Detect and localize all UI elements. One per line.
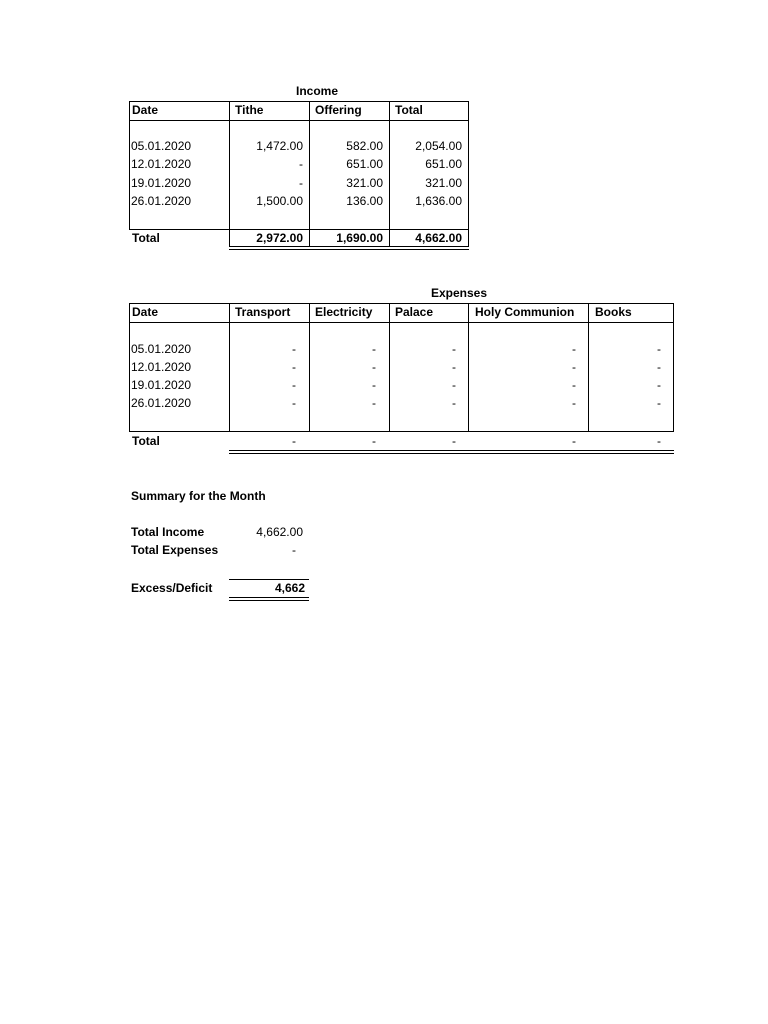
income-col-divider-3 <box>389 101 390 247</box>
income-border-right <box>468 101 469 247</box>
income-header-date: Date <box>132 103 159 117</box>
expenses-body-bottom <box>129 431 674 432</box>
expenses-col-divider-3 <box>389 303 390 432</box>
income-col-divider-2 <box>309 101 310 247</box>
expenses-total-underline-1 <box>229 450 674 451</box>
income-offering-cell: 651.00 <box>346 157 383 171</box>
income-tithe-cell: 1,500.00 <box>256 194 303 208</box>
expenses-electricity-cell: - <box>372 342 376 356</box>
expenses-holy-communion-cell: - <box>572 396 576 410</box>
income-total-underline-1 <box>229 246 469 247</box>
expenses-header-date: Date <box>132 305 159 319</box>
expenses-header-books: Books <box>595 305 632 319</box>
income-header-divider <box>129 120 469 121</box>
total-expenses-label: Total Expenses <box>131 543 219 557</box>
expenses-total-transport: - <box>292 434 296 448</box>
expenses-palace-cell: - <box>452 378 456 392</box>
expenses-date-cell: 05.01.2020 <box>131 342 192 356</box>
income-body-bottom <box>129 229 469 230</box>
income-offering-cell: 582.00 <box>346 139 383 153</box>
expenses-holy-communion-cell: - <box>572 342 576 356</box>
expenses-total-holy-communion: - <box>572 434 576 448</box>
excess-deficit-value: 4,662 <box>274 581 305 595</box>
expenses-transport-cell: - <box>292 342 296 356</box>
expenses-date-cell: 26.01.2020 <box>131 396 192 410</box>
income-date-cell: 19.01.2020 <box>131 176 192 190</box>
income-tithe-cell: 1,472.00 <box>256 139 303 153</box>
income-total-offering: 1,690.00 <box>336 231 383 245</box>
income-total-cell: 2,054.00 <box>415 139 462 153</box>
expenses-col-divider-5 <box>588 303 589 432</box>
income-tithe-cell: - <box>299 157 303 171</box>
income-border-top <box>129 101 469 102</box>
expenses-header-electricity: Electricity <box>315 305 373 319</box>
income-date-cell: 26.01.2020 <box>131 194 192 208</box>
income-total-tithe: 2,972.00 <box>256 231 303 245</box>
expenses-electricity-cell: - <box>372 360 376 374</box>
expenses-electricity-cell: - <box>372 378 376 392</box>
income-total-underline-2 <box>229 249 469 250</box>
total-income-label: Total Income <box>131 525 205 539</box>
expenses-transport-cell: - <box>292 396 296 410</box>
income-total-total: 4,662.00 <box>415 231 462 245</box>
expenses-title: Expenses <box>430 286 488 300</box>
income-header-total: Total <box>395 103 423 117</box>
expenses-books-cell: - <box>657 342 661 356</box>
expenses-palace-cell: - <box>452 360 456 374</box>
expenses-header-palace: Palace <box>395 305 434 319</box>
expenses-date-cell: 19.01.2020 <box>131 378 192 392</box>
expenses-holy-communion-cell: - <box>572 378 576 392</box>
expenses-electricity-cell: - <box>372 396 376 410</box>
expenses-total-electricity: - <box>372 434 376 448</box>
income-date-cell: 05.01.2020 <box>131 139 192 153</box>
expenses-col-divider-2 <box>309 303 310 432</box>
excess-underline-2 <box>229 600 309 601</box>
expenses-border-top <box>129 303 674 304</box>
expenses-total-underline-2 <box>229 453 674 454</box>
summary-title: Summary for the Month <box>131 489 266 503</box>
income-date-cell: 12.01.2020 <box>131 157 192 171</box>
income-total-cell: 1,636.00 <box>415 194 462 208</box>
expenses-books-cell: - <box>657 396 661 410</box>
income-header-offering: Offering <box>315 103 362 117</box>
expenses-border-left <box>129 303 130 432</box>
total-income-value: 4,662.00 <box>256 525 303 539</box>
expenses-palace-cell: - <box>452 342 456 356</box>
expenses-transport-cell: - <box>292 360 296 374</box>
expenses-transport-cell: - <box>292 378 296 392</box>
expenses-col-divider-4 <box>468 303 469 432</box>
expenses-col-divider-1 <box>229 303 230 432</box>
expenses-palace-cell: - <box>452 396 456 410</box>
income-total-cell: 651.00 <box>425 157 462 171</box>
expenses-holy-communion-cell: - <box>572 360 576 374</box>
expenses-total-books: - <box>657 434 661 448</box>
income-border-left <box>129 101 130 230</box>
expenses-header-divider <box>129 322 674 323</box>
income-header-tithe: Tithe <box>235 103 264 117</box>
expenses-total-palace: - <box>452 434 456 448</box>
excess-deficit-label: Excess/Deficit <box>131 581 213 595</box>
excess-top-rule <box>229 579 309 580</box>
expenses-header-transport: Transport <box>235 305 291 319</box>
income-title: Income <box>295 84 338 98</box>
income-offering-cell: 321.00 <box>346 176 383 190</box>
expenses-books-cell: - <box>657 378 661 392</box>
income-total-label: Total <box>132 231 160 245</box>
income-tithe-cell: - <box>299 176 303 190</box>
expenses-header-holy-communion: Holy Communion <box>475 305 575 319</box>
expenses-books-cell: - <box>657 360 661 374</box>
expenses-border-right <box>673 303 674 432</box>
total-expenses-value: - <box>292 543 296 557</box>
expenses-date-cell: 12.01.2020 <box>131 360 192 374</box>
expenses-total-label: Total <box>132 434 160 448</box>
excess-underline-1 <box>229 597 309 598</box>
income-offering-cell: 136.00 <box>346 194 383 208</box>
income-col-divider-1 <box>229 101 230 247</box>
income-total-cell: 321.00 <box>425 176 462 190</box>
